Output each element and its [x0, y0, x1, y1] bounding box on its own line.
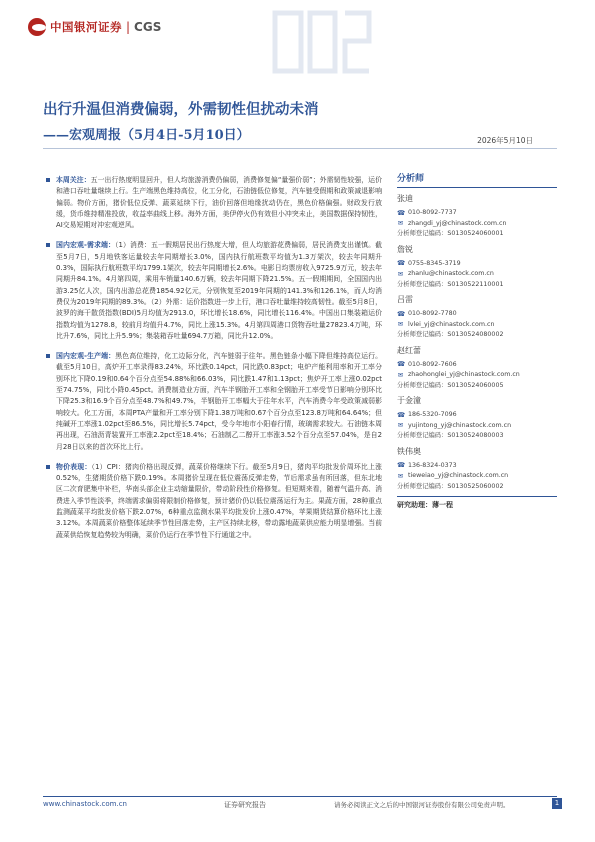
email-icon: ✉	[397, 269, 404, 278]
section-paragraph	[56, 240, 382, 342]
section-demand	[56, 240, 382, 342]
section-text: （1）CPI：猪肉价格出现反弹，蔬菜价格继续下行。截至5月9日，猪肉平均批发价周环比上涨0.52%，生猪期货价格下跌0.19%。本周猪价呈现在低位震荡反弹走势，节后需求虽有所回落，但东北地区二次育肥集中补栏，华南头部企业主动缩量限价，带动阶段性价格修复。但短期来看，随着气温升高、消费进入季节性淡季，终端需求偏弱将限制价格修复，预计猪价仍以低位震荡运行为主。果蔬方面，28种重点监测蔬菜平均批发价格下跌2.07%，6种重点监测水果平均批发价上涨0.47%，苹果期货结算价格环比上涨3.12%。本周蔬菜价格整体延续季节性回落走势，主产区持续北移，带动露地蔬菜供应能力明显增强。当前蔬菜供给恢复趋势较为明确，菜价仍运行在季节性下行通道之中。	[56, 462, 383, 539]
analyst-sidebar	[397, 171, 557, 510]
phone-icon: ☎	[397, 461, 406, 470]
analyst-registration: 分析师登记编码：S0130524080003	[397, 432, 504, 439]
analyst-email-row	[397, 269, 557, 280]
main-content	[56, 175, 382, 550]
brand-emblem-icon	[28, 18, 46, 36]
analyst-phone-row	[397, 360, 557, 371]
bullet-icon	[46, 465, 50, 469]
analyst-phone-row	[397, 309, 557, 320]
phone-icon: ☎	[397, 360, 406, 369]
section-paragraph	[56, 175, 382, 231]
analyst-email[interactable]: zhaohonglei_yj@chinastock.com.cn	[408, 371, 520, 378]
email-icon: ✉	[397, 219, 404, 228]
analyst-phone-row	[397, 208, 557, 219]
section-text: 黑色高位维持，化工边际分化，汽车链弱于往年。黑色链条小幅下降但维持高位运行。截至5月10日，高炉开工率录得83.24%，环比跌0.14pct，同比跌0.83pct；电炉产能利用率和开工率分别环比下降0.19和0.64个百分点至54.88%和66.03%，同比跌1.47和1.13pct；焦炉开工率上涨0.02pct至74.75%，同比小降0.45pct。消费制造业方面，汽车半钢胎开工率和全钢胎开工率受节日影响分别环比下降25.3和16.9个百分点至48.7%和49.7%，半钢胎开工率幅大于往年水平，汽车消费今年受政策减弱影响较大。化工方面，本周PTA产量和开工率分别下降1.38万吨和0.67个百分点至123.8万吨和64.64%；但纯碱开工率涨1.02pct至86.5%，同比增长5.74pct，受今年地市小阳春行情，玻璃需求较大。石油链本周再出现，石油沥青装置开工率涨2.2pct至18.4%；石油制乙二醇开工率涨3.52个百分点至57.04%，是自2月28日以来的首次环比上行。	[56, 352, 383, 451]
analyst-card	[397, 345, 557, 392]
analyst-name: 詹锐	[397, 244, 413, 254]
analyst-phone: 010-8092-7737	[408, 209, 457, 216]
section-text: （1）消费：五一假期居民出行热度大增，但人均旅游花费偏弱，居民消费支出谨慎。截至5月7日，5月地铁客运量较去年同期增长3.0%，国内执行航班数平均值为1.3万架次，较去年同期升0.3%，国际执行航班数平均1799.1架次，较去年同期增长2.6%。电影日均票房收入9725.9万元，较去年同期升84.1%。4月第四周，乘用车销量140.6万辆，较去年同期下降21.5%。五一假期期间，全国国内出游3.25亿人次，国内出游总花费1854.92亿元，分别恢复至2019年同期的141.3%和126.1%，而人均消费仅为2019年同期的89.3%。（2）外需：运价指数进一步上行，港口吞吐量维持较高韧性。截至5月8日，波罗的海干散货指数(BDI)5月均值为2913.0，环比增长18.6%，同比增长116.4%。中国出口集装箱运价指数均值为1278.8，较前月均值升4.7%，同比上涨15.3%。4月第四周港口货物吞吐量27823.4万吨，环比升7.6%，同比上升5.9%；集装箱吞吐量694.7万箱，同比升12.0%。	[56, 241, 383, 340]
analyst-card	[397, 446, 557, 493]
email-icon: ✉	[397, 370, 404, 379]
analyst-phone: 010-8092-7780	[408, 310, 457, 317]
banner-decoration-icon	[270, 8, 375, 76]
analyst-name: 铁伟奥	[397, 446, 421, 456]
analyst-email-row	[397, 421, 557, 432]
analyst-name: 于金潼	[397, 396, 421, 405]
analyst-registration: 分析师登记编码：S0130522110001	[397, 280, 504, 288]
phone-icon: ☎	[397, 208, 406, 217]
analyst-name: 吕雷	[397, 295, 413, 304]
footer-disclaimer: 请务必阅读正文之后的中国银河证券股份有限公司免责声明。	[334, 801, 510, 809]
section-paragraph	[56, 351, 382, 453]
report-title: 出行升温但消费偏弱，外需韧性但扰动未消	[43, 101, 319, 118]
analyst-registration: 分析师登记编码：S0130524060005	[397, 381, 504, 389]
phone-icon: ☎	[397, 309, 406, 318]
analyst-name: 赵红蕾	[397, 345, 421, 355]
bullet-icon	[46, 178, 50, 182]
analyst-email[interactable]: lvlei_yj@chinastock.com.cn	[408, 320, 495, 328]
phone-icon: ☎	[397, 410, 406, 419]
email-icon: ✉	[397, 320, 404, 329]
bullet-icon	[46, 243, 50, 247]
footer-divider	[43, 796, 557, 797]
section-label: 物价表现：	[56, 462, 92, 471]
analyst-card	[397, 193, 557, 240]
sidebar-title: 分析师	[397, 171, 557, 188]
analyst-phone: 0755-8345-3719	[408, 259, 461, 267]
brand-name-en: CGS	[134, 20, 162, 34]
footer-website-link[interactable]: www.chinastock.com.cn	[43, 800, 127, 808]
analyst-phone: 186-5320-7096	[408, 411, 457, 418]
section-label: 国内宏观-需求端：	[56, 241, 115, 250]
section-label: 国内宏观-生产端：	[56, 352, 116, 361]
analyst-phone: 136-8324-0373	[408, 461, 457, 469]
section-paragraph	[56, 462, 382, 541]
phone-icon: ☎	[397, 259, 406, 268]
analyst-phone-row	[397, 259, 557, 270]
analyst-registration: 分析师登记编码：S0130524080002	[397, 331, 504, 338]
section-weekly-focus	[56, 175, 382, 231]
analyst-email-row	[397, 320, 557, 331]
section-production	[56, 351, 382, 453]
page-number: 1	[552, 798, 562, 809]
brand-logo	[28, 18, 161, 36]
bullet-icon	[46, 354, 50, 358]
analyst-card	[397, 294, 557, 341]
section-text: 五一出行热度明显回升，但人均旅游消费仍偏弱，消费修复偏“量强价弱”；外需韧性较强，运价和港口吞吐量继续上行。生产端黑色维持高位，化工分化，石油链低位修复，汽车链受假期和政策减退影响偏弱。物价方面，猪价低位反弹、蔬菜延续下行，油价回落但地缘扰动仍在，黑色价格偏强。财政发行放缓，货币维持精准投放，收益率曲线上移。海外方面，美伊停火仍有效但小冲突未止，美国数据保持韧性，AI交易短期对冲宏观逆风。	[56, 176, 383, 230]
email-icon: ✉	[397, 421, 404, 430]
brand-separator: |	[126, 20, 131, 34]
analyst-email[interactable]: yujintong_yj@chinastock.com.cn	[408, 421, 512, 429]
analyst-registration: 分析师登记编码：S0130525060002	[397, 482, 504, 490]
analyst-card	[397, 244, 557, 291]
section-label: 本周关注：	[56, 176, 91, 184]
analyst-card	[397, 395, 557, 442]
analyst-email[interactable]: tieweiao_yj@chinastock.com.cn	[408, 472, 509, 479]
email-icon: ✉	[397, 471, 404, 480]
header-divider	[43, 148, 557, 149]
brand-name-cn: 中国银河证券	[50, 20, 122, 34]
analyst-phone-row	[397, 410, 557, 421]
analyst-registration: 分析师登记编码：S0130524060001	[397, 230, 504, 237]
report-date: 2026年5月10日	[477, 136, 533, 145]
footer-report-type: 证券研究报告	[224, 801, 266, 809]
analyst-email[interactable]: zhangdi_yj@chinastock.com.cn	[408, 219, 507, 227]
research-assistant: 研究助理：薄一程	[397, 496, 557, 510]
analyst-email[interactable]: zhanlu@chinastock.com.cn	[408, 270, 494, 277]
analyst-name: 张迪	[397, 194, 413, 203]
analyst-phone-row	[397, 461, 557, 472]
analyst-email-row	[397, 370, 557, 381]
analyst-phone: 010-8092-7606	[408, 360, 457, 368]
report-subtitle: ——宏观周报（5月4日-5月10日）	[43, 128, 250, 143]
analyst-email-row	[397, 219, 557, 230]
section-prices	[56, 462, 382, 541]
analyst-email-row	[397, 471, 557, 482]
